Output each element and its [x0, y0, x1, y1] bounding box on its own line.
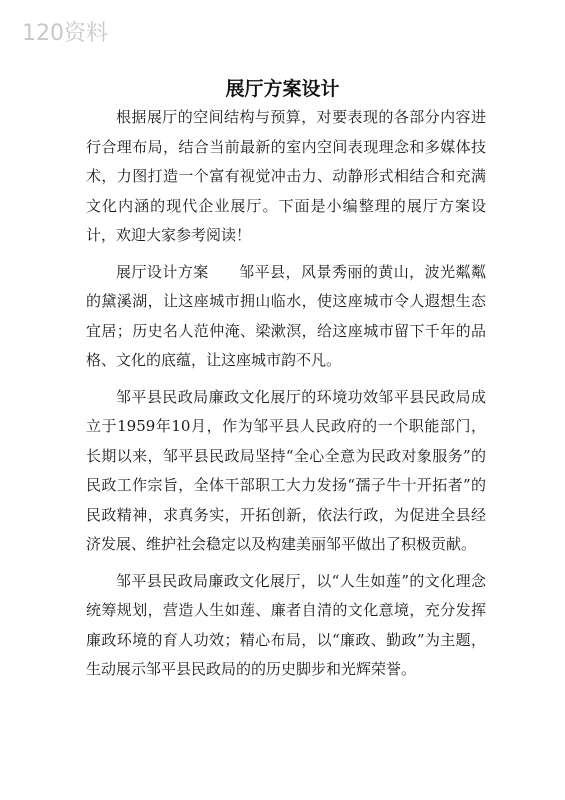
paragraph-zouping-text: 邹平县，风景秀丽的黄山，波光粼粼的黛溪湖，让这座城市拥山临水，使这座城市令人遐想生态宜居；历史名人范仲淹、梁漱溟，给这座城市留下千年的品格、文化的底蕴，让这座城市韵不凡。 [86, 262, 486, 369]
paragraph-section-design [86, 258, 486, 376]
section-heading: 展厅设计方案 [116, 262, 209, 281]
paragraph-intro: 根据展厅的空间结构与预算，对要表现的各部分内容进行合理布局，结合当前最新的室内空间表现理念和多媒体技术，力图打造一个富有视觉冲击力、动静形式相结合和充满文化内涵的现代企业展厅。下面是小编整理的展厅方案设计，欢迎大家参考阅读！ [86, 108, 486, 244]
document-title: 展厅方案设计 [225, 78, 340, 100]
paragraph-civil-affairs-bureau: 邹平县民政局廉政文化展厅的环境功效邹平县民政局成立于1959年10月，作为邹平县人民政府的一个职能部门，长期以来，邹平县民政局坚持“全心全意为民政对象服务”的民政工作宗旨，全体干部职工大力发扬“孺子牛十开拓者”的民政精神，求真务实，开拓创新，依法行政，为促进全县经济发展、维护社会稳定以及构建美丽邹平做出了积极贡献。 [86, 387, 486, 553]
watermark-logo: 120资料 [22, 21, 108, 46]
paragraph-exhibition-hall: 邹平县民政局廉政文化展厅，以“人生如莲”的文化理念统筹规划，营造人生如莲、廉者自清的文化意境，充分发挥廉政环境的育人功效；精心布局，以“廉政、勤政”为主题，生动展示邹平县民政局的的历史脚步和光辉荣誉。 [86, 571, 486, 678]
document-body [86, 103, 486, 685]
